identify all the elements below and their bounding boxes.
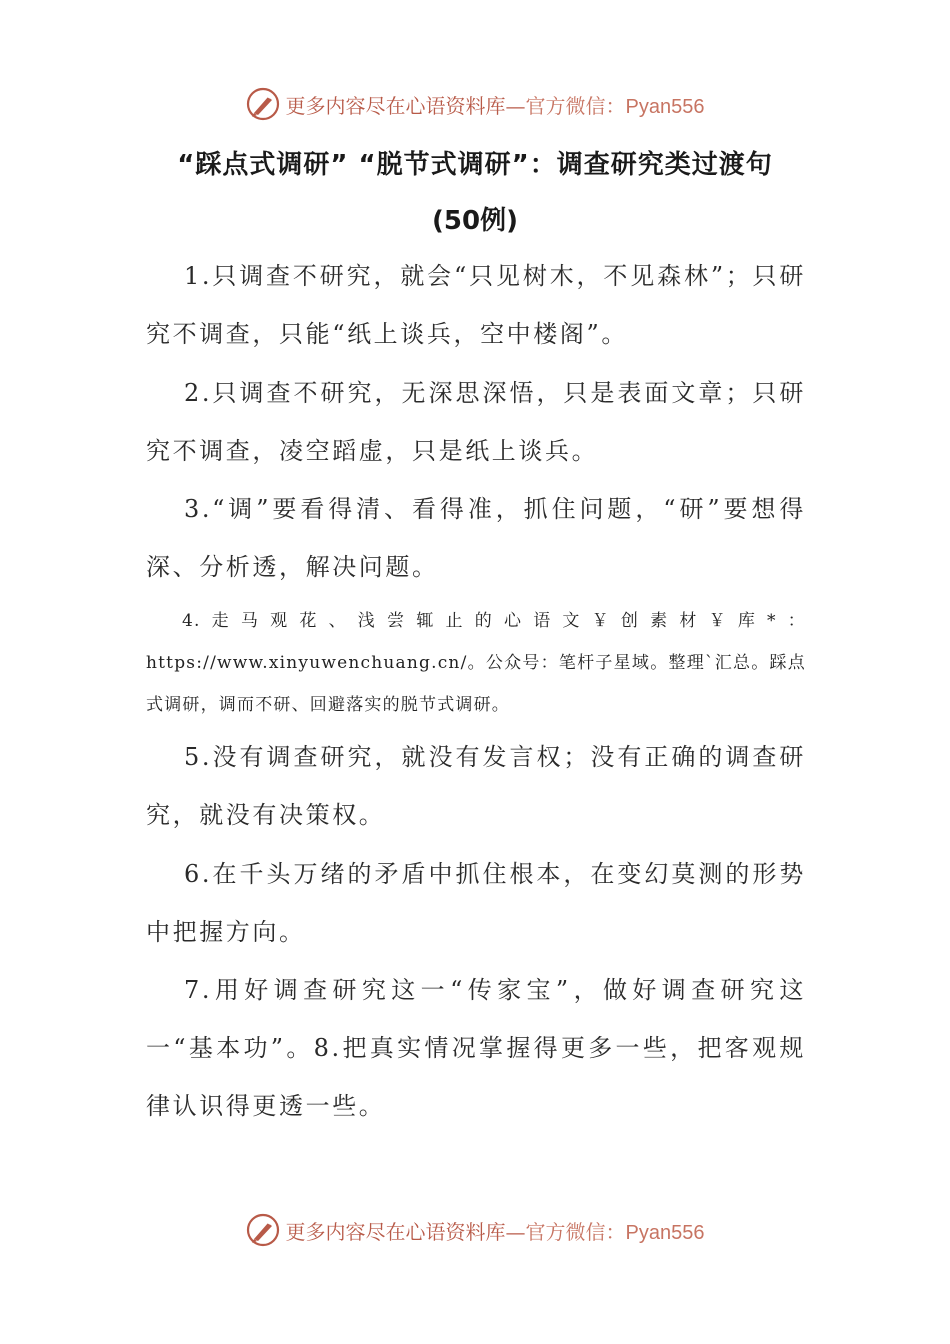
- list-item: 1.只调查不研究，就会“只见树木，不见森林”；只研究不调查，只能“纸上谈兵，空中楼阁”。: [146, 262, 806, 348]
- banner-main-text: 更多内容尽在心语资料库: [285, 1219, 506, 1244]
- banner-text: [286, 1216, 705, 1245]
- banner-text: [286, 90, 705, 119]
- footer-banner: [0, 1210, 950, 1250]
- document-title: “踩点式调研” “脱节式调研”：调查研究类过渡句: [177, 150, 773, 180]
- banner-sub-text: 官方微信：: [525, 93, 626, 118]
- banner-wechat-id: Pyan556: [625, 95, 705, 118]
- pen-logo-icon: [246, 87, 280, 121]
- banner-main-text: 更多内容尽在心语资料库: [285, 93, 506, 118]
- header-banner: [0, 84, 950, 124]
- banner-separator: —: [505, 1219, 526, 1244]
- list-item: 4.走马观花、浅尝辄止的心语文￥创素材￥库*：https://www.xinyuwenchuang.cn/。公众号：笔杆子星域。整理`汇总。踩点式调研，调而不研、回避落实的脱节式调研。: [146, 611, 806, 715]
- pen-logo-icon: [246, 1213, 280, 1247]
- banner-wechat-id: Pyan556: [625, 1221, 705, 1244]
- list-item: 3.“调”要看得清、看得准，抓住问题，“研”要想得深、分析透，解决问题。: [146, 495, 806, 581]
- list-item: 5.没有调查研究，就没有发言权；没有正确的调查研究，就没有决策权。: [146, 743, 806, 829]
- document-subtitle: (50例): [432, 206, 518, 236]
- list-item: 7.用好调查研究这一“传家宝”，做好调查研究这一“基本功”。8.把真实情况掌握得更多一些，把客观规律认识得更透一些。: [146, 976, 806, 1120]
- list-item: 2.只调查不研究，无深思深悟，只是表面文章；只研究不调查，凌空蹈虚，只是纸上谈兵。: [146, 379, 806, 465]
- list-item: 6.在千头万绪的矛盾中抓住根本，在变幻莫测的形势中把握方向。: [146, 860, 806, 946]
- banner-sub-text: 官方微信：: [525, 1219, 626, 1244]
- banner-separator: —: [505, 93, 526, 118]
